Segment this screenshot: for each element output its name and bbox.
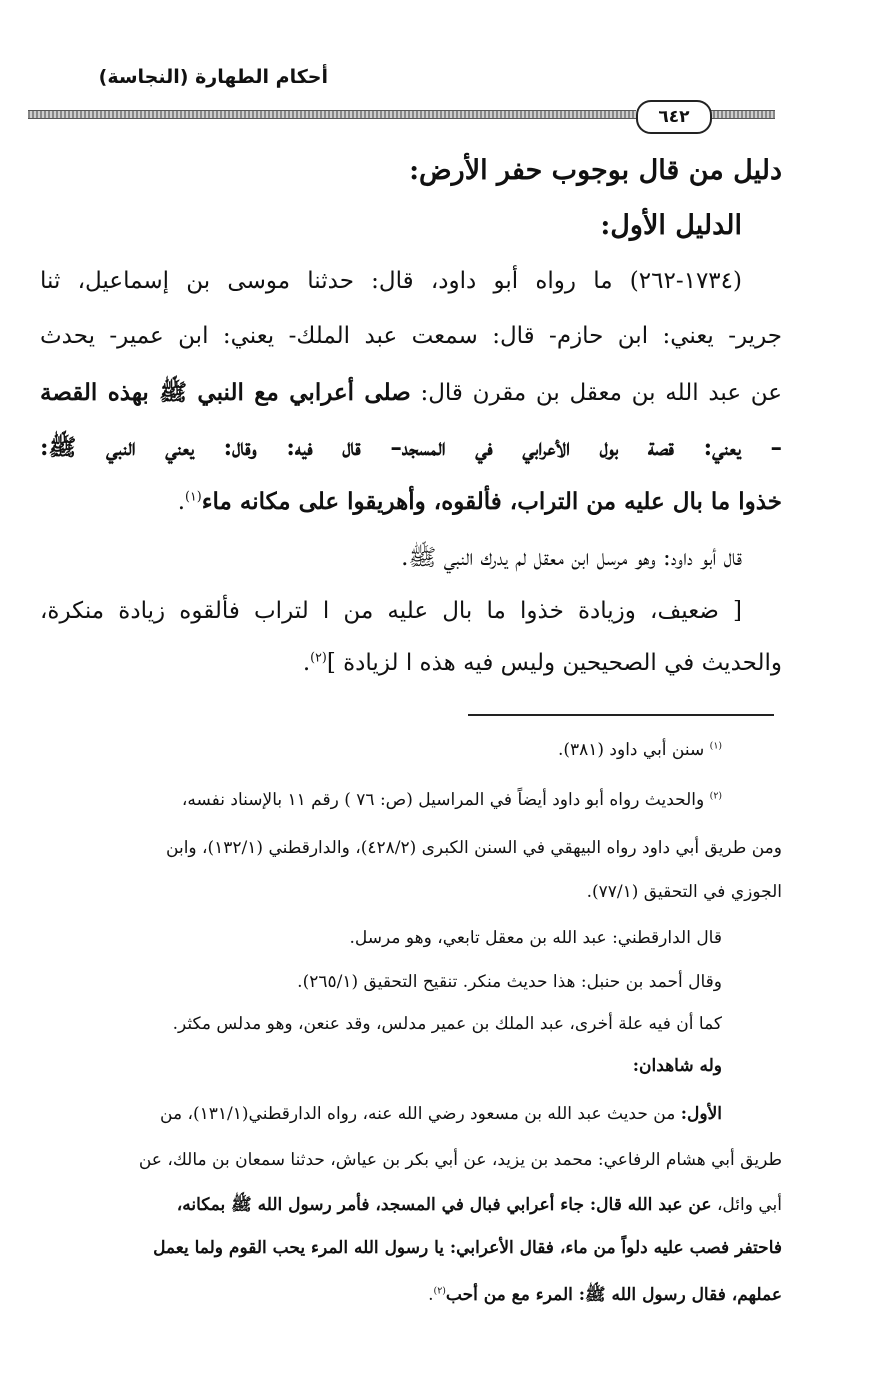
footnote-separator <box>468 714 774 716</box>
hadith-line-5-text: خذوا ما بال عليه من التراب، فألقوه، وأهريقوا على مكانه ماء <box>201 488 782 515</box>
footnote-2-line-3: الجوزي في التحقيق (٧٧/١). <box>586 882 782 902</box>
hadith-line-3-plain: عن عبد الله بن معقل بن مقرن قال: <box>420 380 783 406</box>
footnote-2-line-12: عملهم، فقال رسول الله ﷺ: المرء مع من أحب$^{(٢)}$. <box>428 1285 782 1305</box>
footnote-ref-1: (١) <box>185 488 202 504</box>
footnote-2-line-1-text: والحديث رواه أبو داود أيضاً في المراسيل (ص: ٧٦ ) رقم ١١ بالإسناد نفسه، <box>181 790 705 810</box>
header-rule <box>28 110 636 119</box>
footnote-2-line-10-plain: أبي وائل، <box>716 1195 782 1215</box>
footnote-2-line-10 <box>40 1194 782 1219</box>
footnote-2-line-2: ومن طريق أبي داود رواه البيهقي في السنن الكبرى (٤٢٨/٢)، والدارقطني (١٣٢/١)، وابن <box>166 838 782 858</box>
hadith-line-3 <box>40 378 782 412</box>
footnote-2-line-8-text: من حديث عبد الله بن مسعود رضي الله عنه، رواه الدارقطني(١٣١/١)، من <box>160 1104 676 1124</box>
hadith-line-5: خذوا ما بال عليه من التراب، فألقوه، وأهريقوا على مكانه ماء$^{(١)}$. <box>177 488 782 515</box>
footnote-2-line-10-bold: عن عبد الله قال: جاء أعرابي فبال في المسجد، فأمر رسول الله ﷺ بمكانه، <box>176 1195 712 1215</box>
hadith-line-1: (١٧٣٤-٢٦٢) ما رواه أبو داود، قال: حدثنا موسى بن إسماعيل، ثنا <box>40 268 742 294</box>
footnote-2-line-5: وقال أحمد بن حنبل: هذا حديث منكر. تنقيح التحقيق (٢٦٥/١). <box>297 972 722 992</box>
footnote-2-line-1 <box>40 790 782 810</box>
abu-dawud-note: قال أبو داود: وهو مرسل ابن معقل لم يدرك النبي ﷺ. <box>401 545 742 571</box>
footnote-2-line-9: طريق أبي هشام الرفاعي: محمد بن يزيد، عن أبي بكر بن عياش، حدثنا سمعان بن مالك، عن <box>138 1150 782 1170</box>
grading-line-2-text: والحديث في الصحيحين وليس فيه هذه ا لزيادة ] <box>326 650 782 676</box>
subsection-heading: الدليل الأول: <box>600 210 742 241</box>
footnote-1-marker: (١) <box>709 740 722 752</box>
footnote-2-line-8-label: الأول: <box>680 1104 722 1124</box>
page-number-badge: ٦٤٢ <box>636 100 712 134</box>
grading-line-2: والحديث في الصحيحين وليس فيه هذه ا لزيادة ]$^{(٢)}$. <box>302 649 782 676</box>
footnote-2-line-8 <box>40 1104 782 1124</box>
footnote-2-marker: (٢) <box>709 790 722 802</box>
footnote-ref-2: (٢) <box>310 649 327 665</box>
footnote-2-line-11: فاحتفر فصب عليه دلواً من ماء، فقال الأعرابي: يا رسول الله المرء يحب القوم ولما يعمل <box>153 1238 782 1258</box>
footnote-1 <box>40 740 782 760</box>
footnote-2-line-12-bold: عملهم، فقال رسول الله ﷺ: المرء مع من أحب <box>445 1285 782 1305</box>
footnote-1-text: سنن أبي داود (٣٨١). <box>557 740 705 760</box>
header-rule-right <box>705 110 775 119</box>
running-header-title: أحكام الطهارة (النجاسة) <box>98 66 328 88</box>
footnote-2-line-4: قال الدارقطني: عبد الله بن معقل تابعي، وهو مرسل. <box>349 928 722 948</box>
section-heading: دليل من قال بوجوب حفر الأرض: <box>409 155 782 186</box>
hadith-line-2: جرير- يعني: ابن حازم- قال: سمعت عبد الملك- يعني: ابن عمير- يحدث <box>40 323 782 349</box>
footnote-2-line-7: وله شاهدان: <box>632 1056 722 1076</box>
footnote-2-line-12-ref: (٢) <box>433 1285 446 1297</box>
grading-line-1: [ ضعيف، وزيادة خذوا ما بال عليه من ا لتراب فألقوه زيادة منكرة، <box>40 598 742 624</box>
footnote-2-line-6: كما أن فيه علة أخرى، عبد الملك بن عمير مدلس، وقد عنعن، وهو مدلس مكثر. <box>172 1014 722 1034</box>
hadith-line-3-bold: صلى أعرابي مع النبي ﷺ بهذه القصة <box>40 379 411 406</box>
hadith-line-4: – يعني: قصة بول الأعرابي في المسجد– قال فيه: وقال: يعني النبي ﷺ: <box>40 434 782 461</box>
